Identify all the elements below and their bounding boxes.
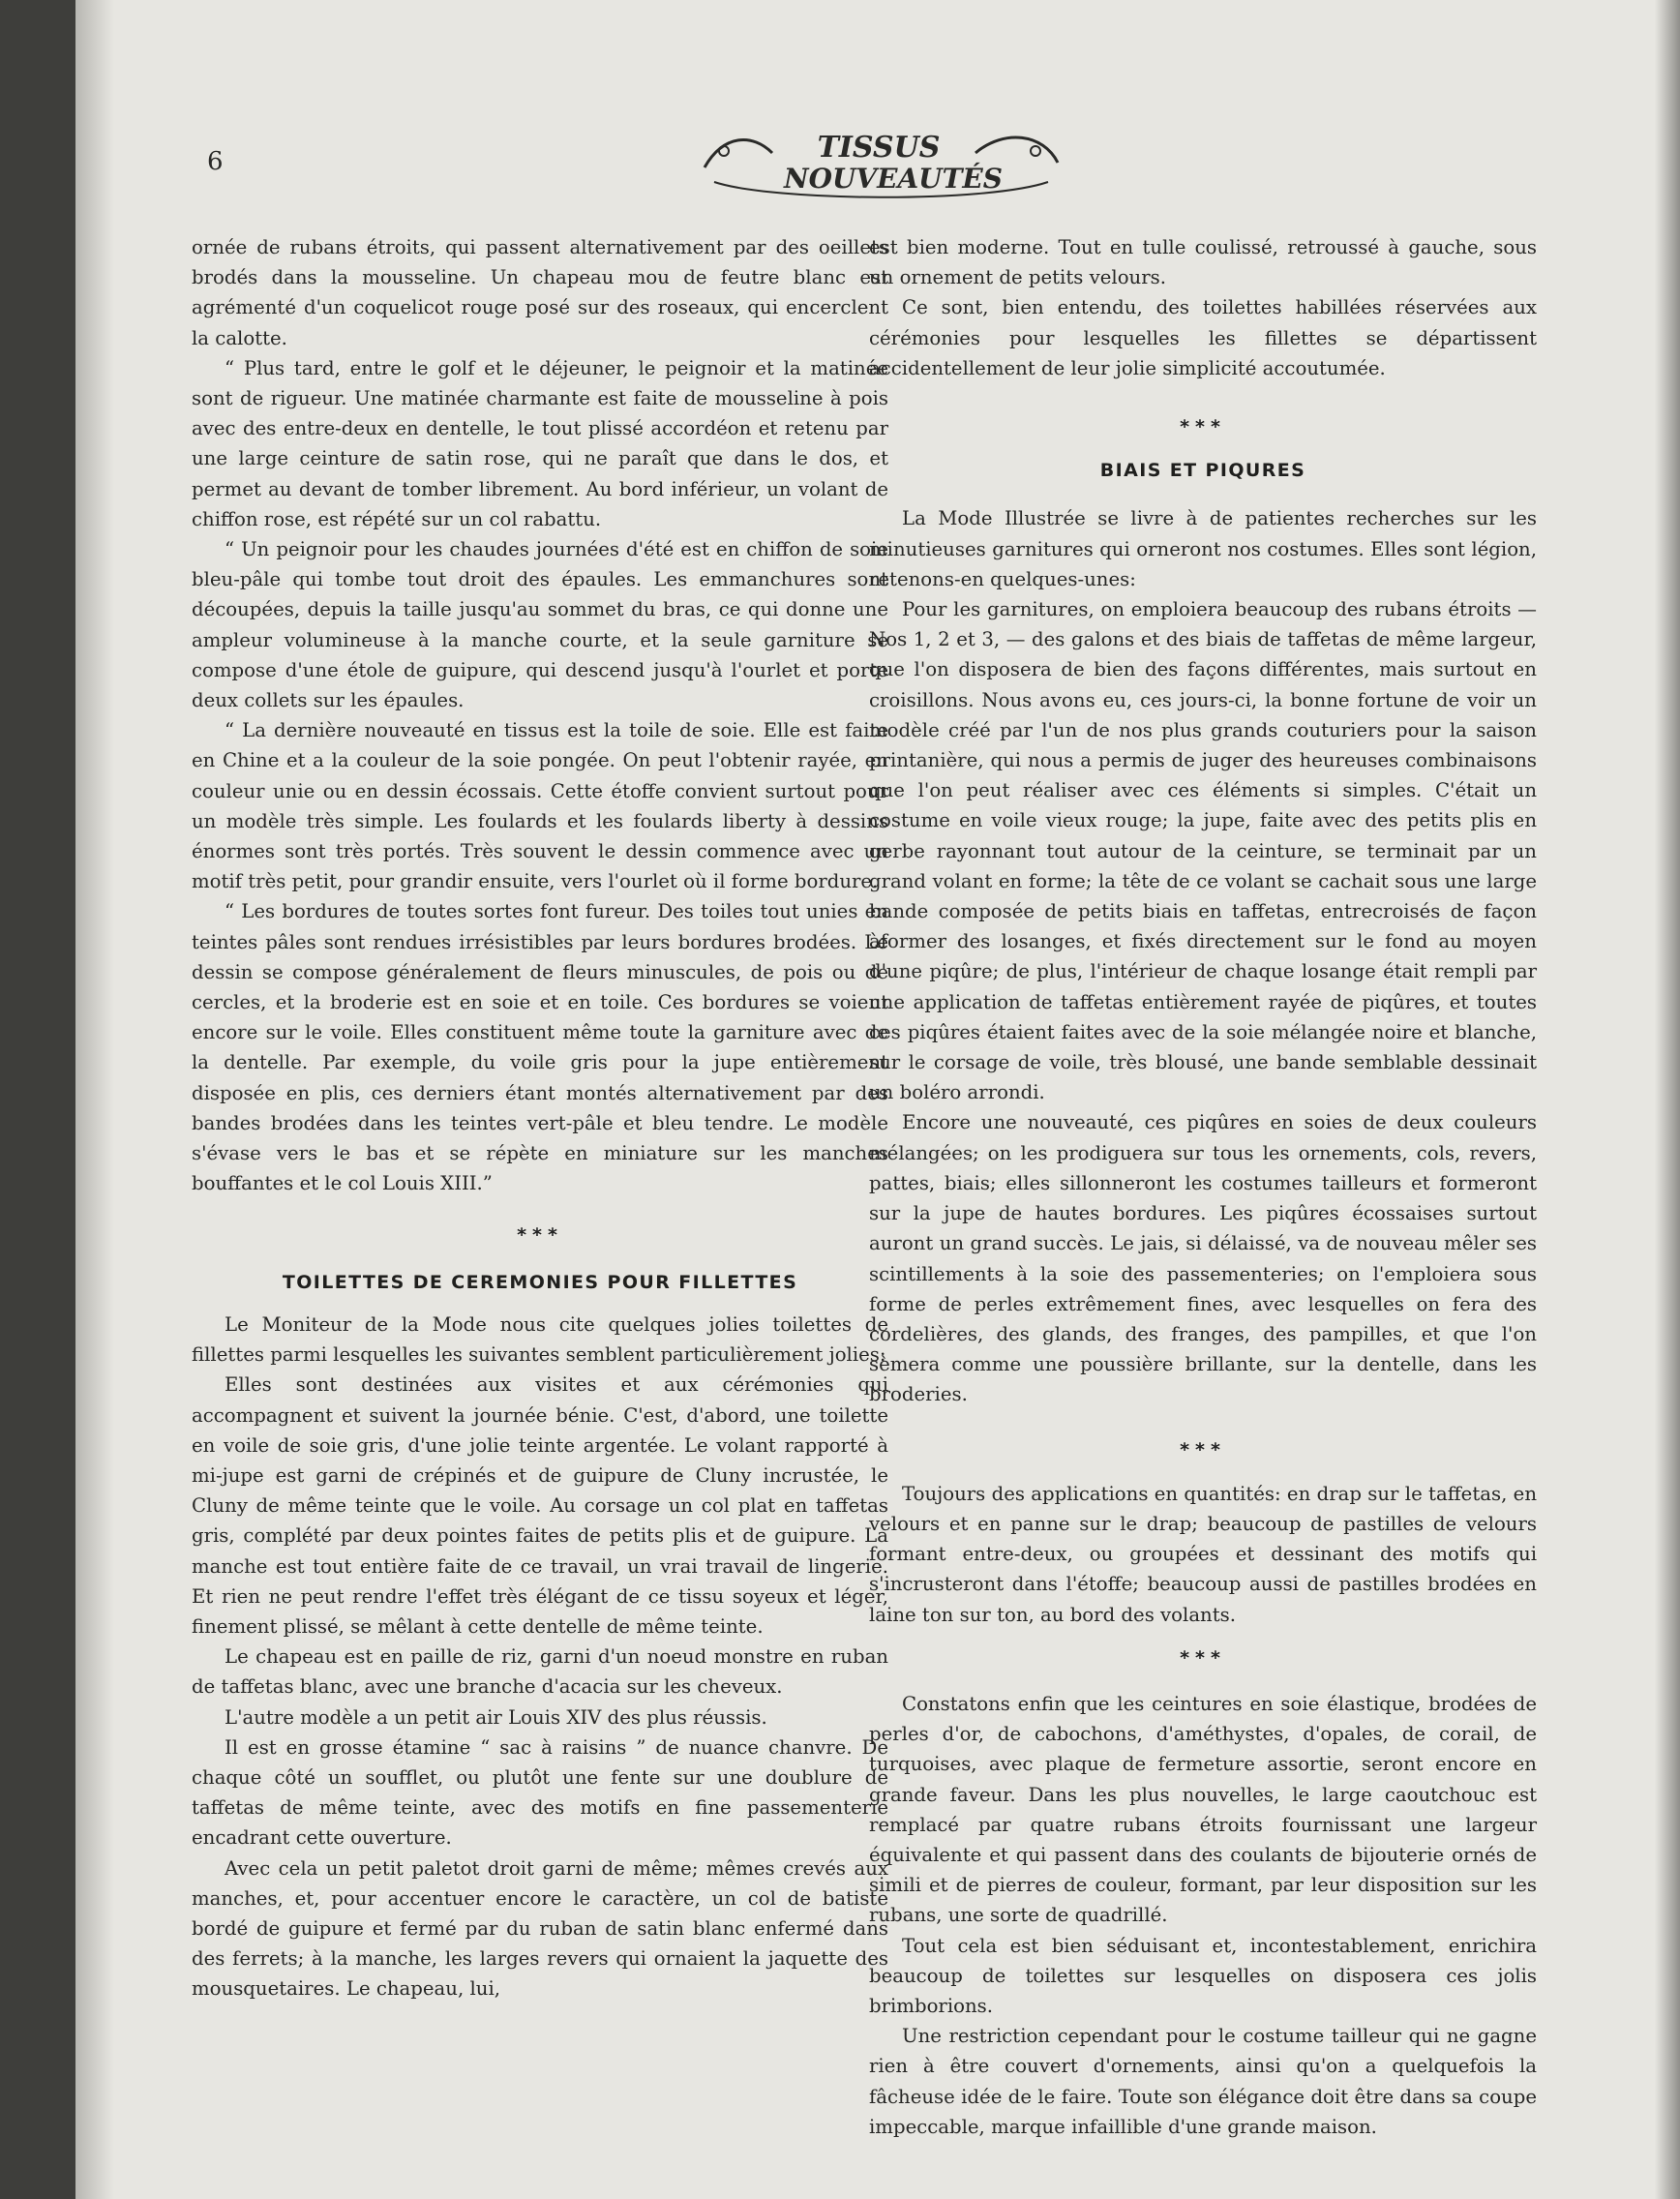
paragraph: “ Un peignoir pour les chaudes journées d'été est en chiffon de soie bleu-pâle qui tombe tout droit des épaules. Les emmanchures sont découpées, depuis la taille jusqu'au sommet du bras, ce qui donne une ampleur volumineuse à la manche courte, et la seule garniture se compose d'une étole de guipure, qui descend jusqu'à l'ourlet et porte deux collets sur les épaules.	[192, 538, 888, 712]
paragraph: “ La dernière nouveauté en tissus est la toile de soie. Elle est faite en Chine et a la couleur de la soie pongée. On peut l'obtenir rayée, en couleur unie ou en dessin écossais. Cette étoffe convient surtout pour un modèle très simple. Les foulards et les foulards liberty à dessins énormes sont très portés. Très souvent le dessin commence avec un motif très petit, pour grandir ensuite, vers l'ourlet où il forme bordure.	[192, 719, 888, 893]
paragraph: Une restriction cependant pour le costume tailleur qui ne gagne rien à être couvert d'ornements, ainsi qu'on a quelquefois la fâcheuse idée de le faire. Toute son élégance doit être dans sa coupe impeccable, marque infaillible d'une grande maison.	[869, 2025, 1537, 2138]
paragraph: Il est en grosse étamine “ sac à raisins ” de nuance chanvre. De chaque côté un soufflet, ou plutôt une fente sur une doublure de taffetas de même teinte, avec des motifs en fine passementerie encadrant cette ouverture.	[192, 1735, 888, 1850]
paragraph: Encore une nouveauté, ces piqûres en soies de deux couleurs mélangées; on les prodiguera sur tous les ornements, cols, revers, pattes, biais; elles sillonneront les costumes tailleurs et formeront sur la jupe de hautes bordures. Les piqûres écossaises surtout auront un grand succès. Le jais, si délaissé, va de nouveau mêler ses scintillements à la soie des passementeries; on l'emploiera sous forme de perles extrêmement fines, avec lesquelles on fera des cordelières, des glands, des franges, des pampilles, et que l'on sèmera comme une poussière brillante, sur la dentelle, dans les broderies.	[869, 1111, 1537, 1406]
section-separator: ***	[1180, 1438, 1226, 1461]
paragraph: Le chapeau est en paille de riz, garni d'un noeud monstre en ruban de taffetas blanc, avec une branche d'acacia sur les cheveux.	[192, 1645, 888, 1699]
page-gutter-shadow	[75, 0, 114, 2199]
paragraph: Elles sont destinées aux visites et aux cérémonies qui accompagnent et suivent la journée bénie. C'est, d'abord, une toilette en voile de soie gris, d'une jolie teinte argentée. Le volant rapporté à mi-jupe est garni de crépinés et de guipure de Cluny incrustée, le Cluny de même teinte que le voile. Au corsage un col plat en taffetas gris, complété par deux pointes faites de petits plis et de guipure. La manche est tout entière faite de ce travail, un vrai travail de lingerie. Et rien ne peut rendre l'effet très élégant de ce tissu soyeux et léger, finement plissé, se mêlant à cette dentelle de même teinte.	[192, 1373, 888, 1638]
left-column	[192, 232, 888, 2004]
section-heading-toilettes: TOILETTES DE CEREMONIES POUR FILLETTES	[282, 1271, 798, 1293]
paragraph: Toujours des applications en quantités: en drap sur le taffetas, en velours et en panne sur le drap; beaucoup de pastilles de velours formant entre-deux, ou groupées et dessinant des motifs qui s'incrusteront dans l'étoffe; beaucoup aussi de pastilles brodées en laine ton sur ton, au bord des volants.	[869, 1482, 1537, 1626]
page-number: 6	[207, 147, 224, 176]
paragraph: “ Les bordures de toutes sortes font fureur. Des toiles tout unies en teintes pâles sont rendues irrésistibles par leurs bordures brodées. Le dessin se compose généralement de fleurs minuscules, de pois ou de cercles, et la broderie est en soie et en toile. Ces bordures se voient encore sur le voile. Elles constituent même toute la garniture avec de la dentelle. Par exemple, du voile gris pour la jupe entièrement disposée en plis, ces derniers étant montés alternativement par des bandes brodées dans les teintes vert-pâle et bleu tendre. Le modèle s'évase vers le bas et se répète en miniature sur les manches bouffantes et le col Louis XIII.”	[192, 900, 888, 1195]
paragraph: ornée de rubans étroits, qui passent alternativement par des oeillets brodés dans la mousseline. Un chapeau mou de feutre blanc est agrémenté d'un coquelicot rouge posé sur des roseaux, qui encerclent la calotte.	[192, 236, 888, 349]
page-edge-shadow	[1655, 0, 1680, 2199]
magazine-page	[75, 0, 1680, 2199]
section-separator: ***	[517, 1223, 563, 1246]
section-separator: ***	[1180, 416, 1226, 438]
masthead-word-2: NOUVEAUTÉS	[783, 163, 1004, 195]
paragraph: Ce sont, bien entendu, des toilettes habillées réservées aux cérémonies pour lesquelles les fillettes se départissent accidentellement de leur jolie simplicité accoutumée.	[869, 296, 1537, 379]
section-heading-biais: BIAIS ET PIQURES	[1099, 460, 1306, 482]
paragraph: “ Plus tard, entre le golf et le déjeuner, le peignoir et la matinée sont de rigueur. Une matinée charmante est faite de mousseline à pois avec des entre-deux en dentelle, le tout plissé accordéon et retenu par une large ceinture de satin rose, qui ne paraît que dans le dos, et permet au devant de tomber librement. Au bord inférieur, un volant de chiffon rose, est répété sur un col rabattu.	[192, 356, 888, 530]
section-separator: ***	[1180, 1646, 1226, 1669]
paragraph: Constatons enfin que les ceintures en soie élastique, brodées de perles d'or, de cabochons, d'améthystes, d'opales, de corail, de turquoises, avec plaque de fermeture assortie, seront encore en grande faveur. Dans les plus nouvelles, le large caoutchouc est remplacé par quatre rubans étroits fournissant une largeur équivalente et qui passent dans des coulants de bijouterie ornés de simili et de pierres de couleur, formant, par leur disposition sur les rubans, une sorte de quadrillé.	[869, 1692, 1537, 1927]
paragraph: L'autre modèle a un petit air Louis XIV des plus réussis.	[225, 1705, 767, 1729]
paragraph: Le Moniteur de la Mode nous cite quelques jolies toilettes de fillettes parmi lesquelles les suivantes semblent particulièrement jolies:	[192, 1312, 888, 1367]
paragraph: Tout cela est bien séduisant et, incontestablement, enrichira beaucoup de toilettes sur lesquelles on disposera ces jolis brimborions.	[869, 1934, 1537, 2017]
masthead-word-1: TISSUS	[817, 131, 941, 165]
paragraph: Pour les garnitures, on emploiera beaucoup des rubans étroits — Nos 1, 2 et 3, — des galons et des biais de taffetas de même largeur, que l'on disposera de bien des façons différentes, mais surtout en croisillons. Nous avons eu, ces jours-ci, la bonne fortune de voir un modèle créé par l'un de nos plus grands couturiers pour la saison printanière, qui nous a permis de juger des heureuses combinaisons que l'on peut réaliser avec ces éléments si simples. C'était un costume en voile vieux rouge; la jupe, faite avec des petits plis en gerbe rayonnant tout autour de la ceinture, se terminait par un grand volant en forme; la tête de ce volant se cachait sous une large bande composée de petits biais en taffetas, entrecroisés de façon àformer des losanges, et fixés directement sur le fond au moyen d'une piqûre; de plus, l'intérieur de chaque losange était rempli par une application de taffetas entièrement rayée de piqûres, et toutes ces piqûres étaient faites avec de la soie mélangée noire et blanche, sur le corsage de voile, très blousé, une bande semblable dessinait un boléro arrondi.	[869, 598, 1537, 1104]
paragraph: est bien moderne. Tout en tulle coulissé, retroussé à gauche, sous un ornement de petits velours.	[869, 236, 1537, 289]
masthead-logo	[685, 114, 1072, 211]
right-column	[869, 232, 1537, 2142]
paragraph: La Mode Illustrée se livre à de patientes recherches sur les minutieuses garnitures qui orneront nos costumes. Elles sont légion, retenons-en quelques-unes:	[869, 507, 1537, 590]
paragraph: Avec cela un petit paletot droit garni de même; mêmes crevés aux manches, et, pour accentuer encore le caractère, un col de batiste bordé de guipure et fermé par du ruban de satin blanc enfermé dans des ferrets; à la manche, les larges revers qui ornaient la jaquette des mousquetaires. Le chapeau, lui,	[192, 1856, 888, 2001]
